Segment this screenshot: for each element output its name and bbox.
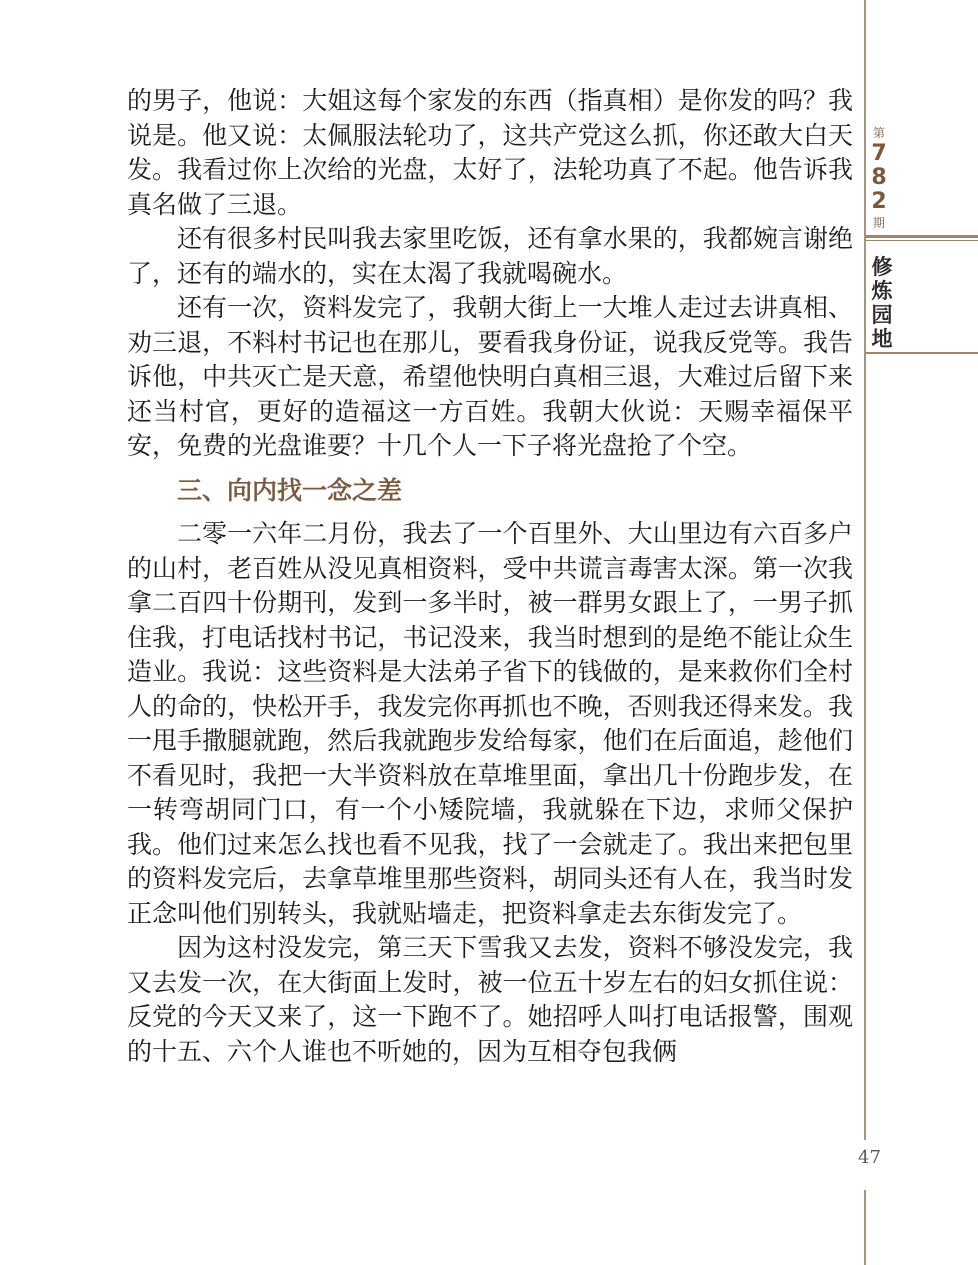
column-title-char: 炼 — [871, 279, 893, 303]
sidebar-rule-thin — [866, 240, 978, 241]
issue-prefix: 第 — [872, 126, 885, 140]
paragraph-3: 还有一次，资料发完了，我朝大街上一大堆人走过去讲真相、劝三退，不料村书记也在那儿，要看我身份证，说我反党等。我告诉他，中共灭亡是天意，希望他快明白真相三退，大难过后留下来还当村官，更好的造福这一方百姓。我朝大伙说：天赐幸福保平安，免费的光盘谁要？十几个人一下子将光盘抢了个空。 — [127, 293, 853, 460]
paragraph-2: 还有很多村民叫我去家里吃饭，还有拿水果的，我都婉言谢绝了，还有的端水的，实在太渴了我就喝碗水。 — [127, 224, 853, 288]
article-body — [127, 84, 853, 1069]
paragraph-1: 的男子，他说：大姐这每个家发的东西（指真相）是你发的吗？我说是。他又说：太佩服法轮功了，这共产党这么抓，你还敢大白天发。我看过你上次给的光盘，太好了，法轮功真了不起。他告诉我真名做了三退。 — [127, 86, 853, 219]
paragraph-4: 二零一六年二月份，我去了一个百里外、大山里边有六百多户的山村，老百姓从没见真相资料，受中共谎言毒害太深。第一次我拿二百四十份期刊，发到一多半时，被一群男女跟上了，一男子抓住我，打电话找村书记，书记没来，我当时想到的是绝不能让众生造业。我说：这些资料是大法弟子省下的钱做的，是来救你们全村人的命的，快松开手，我发完你再抓也不晚，否则我还得来发。我一甩手撒腿就跑，然后我就跑步发给每家，他们在后面追，趁他们不看见时，我把一大半资料放在草堆里面，拿出几十份跑步发，在一转弯胡同门口，有一个小矮院墙，我就躲在下边，求师父保护我。他们过来怎么找也看不见我，找了一会就走了。我出来把包里的资料发完后，去拿草堆里那些资料，胡同头还有人在，我当时发正念叫他们别转头，我就贴墙走，把资料拿走去东街发完了。 — [127, 519, 853, 928]
sidebar-rule-thick — [866, 235, 978, 238]
column-title-char: 地 — [871, 327, 893, 351]
section-heading: 三、向内找一念之差 — [177, 475, 403, 505]
margin-vertical-rule — [864, 0, 866, 1265]
paragraph-5: 因为这村没发完，第三天下雪我又去发，资料不够没发完，我又去发一次，在大街面上发时，被一位五十岁左右的妇女抓住说：反党的今天又来了，这一下跑不了。她招呼人叫打电话报警，围观的十五、六个人谁也不听她的，因为互相夺包我俩 — [127, 933, 853, 1066]
column-title-char: 园 — [871, 303, 893, 327]
issue-digit: 7 — [871, 141, 887, 166]
sidebar-rule-bottom — [866, 352, 978, 354]
issue-digit: 8 — [871, 165, 887, 190]
column-title-char: 修 — [871, 255, 893, 279]
issue-label — [870, 124, 888, 232]
page-number: 47 — [858, 1147, 881, 1168]
column-title — [868, 255, 896, 351]
issue-digit: 2 — [871, 189, 887, 214]
issue-suffix: 期 — [872, 216, 885, 230]
